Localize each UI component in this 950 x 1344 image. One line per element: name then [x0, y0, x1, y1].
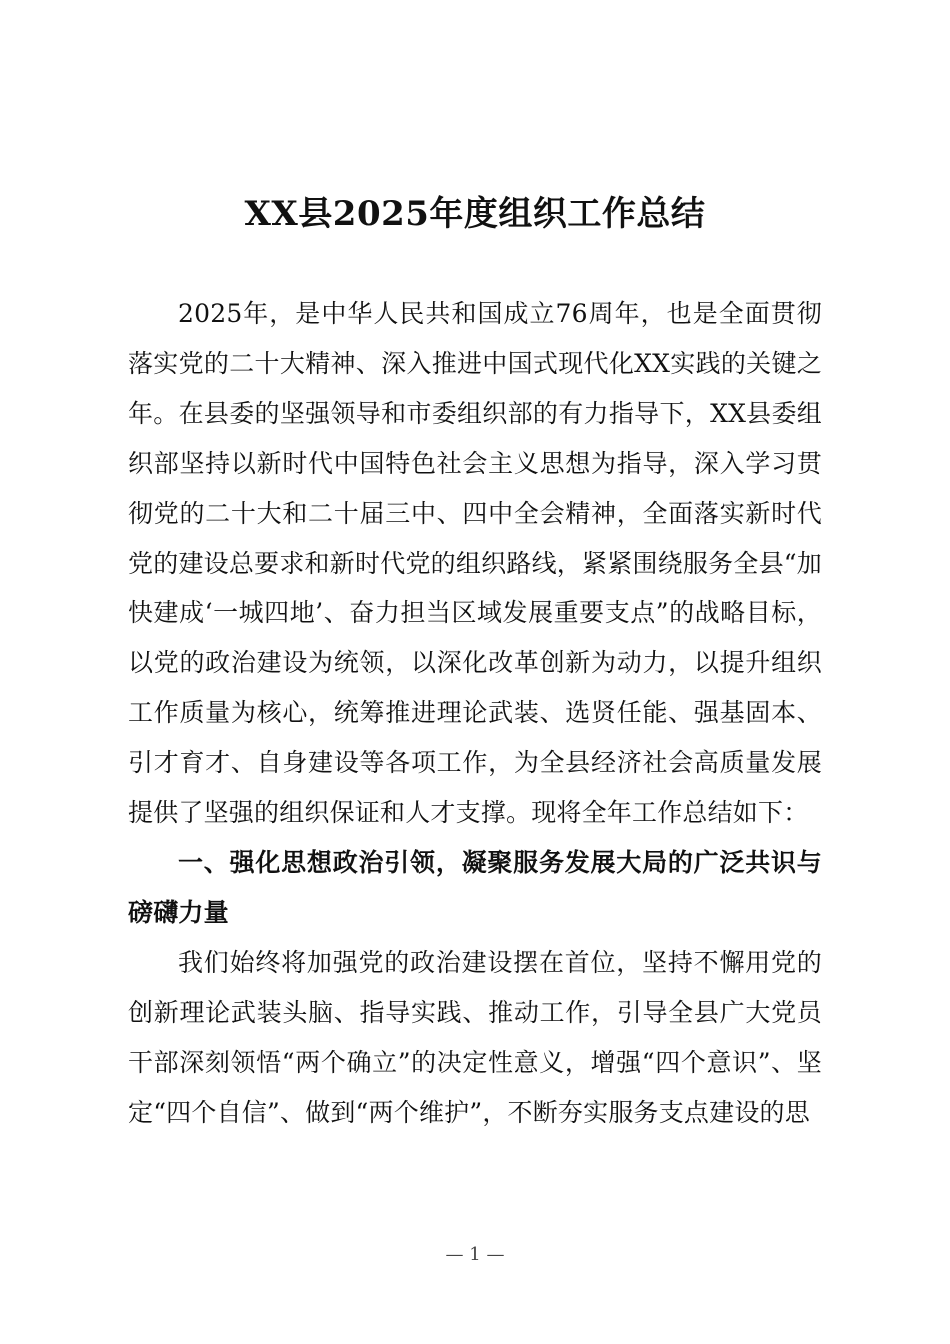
document-body	[128, 289, 822, 1137]
section-1-paragraph: 我们始终将加强党的政治建设摆在首位，坚持不懈用党的创新理论武装头脑、指导实践、推动工作，引导全县广大党员干部深刻领悟“两个确立”的决定性意义，增强“四个意识”、坚定“四个自信”、做到“两个维护”，不断夯实服务支点建设的思	[128, 947, 822, 1127]
page-number: — 1 —	[445, 1244, 505, 1265]
intro-paragraph: 2025年，是中华人民共和国成立76周年，也是全面贯彻落实党的二十大精神、深入推进中国式现代化XX实践的关键之年。在县委的坚强领导和市委组织部的有力指导下，XX县委组织部坚持以新时代中国特色社会主义思想为指导，深入学习贯彻党的二十大和二十届三中、四中全会精神，全面落实新时代党的建设总要求和新时代党的组织路线，紧紧围绕服务全县“加快建成‘一城四地’、奋力担当区域发展重要支点”的战略目标，以党的政治建设为统领，以深化改革创新为动力，以提升组织工作质量为核心，统筹推进理论武装、选贤任能、强基固本、引才育才、自身建设等各项工作，为全县经济社会高质量发展提供了坚强的组织保证和人才支撑。现将全年工作总结如下：	[128, 299, 822, 828]
document-title: XX县2025年度组织工作总结	[244, 194, 706, 234]
section-heading-1: 一、强化思想政治引领，凝聚服务发展大局的广泛共识与磅礴力量	[128, 847, 822, 927]
